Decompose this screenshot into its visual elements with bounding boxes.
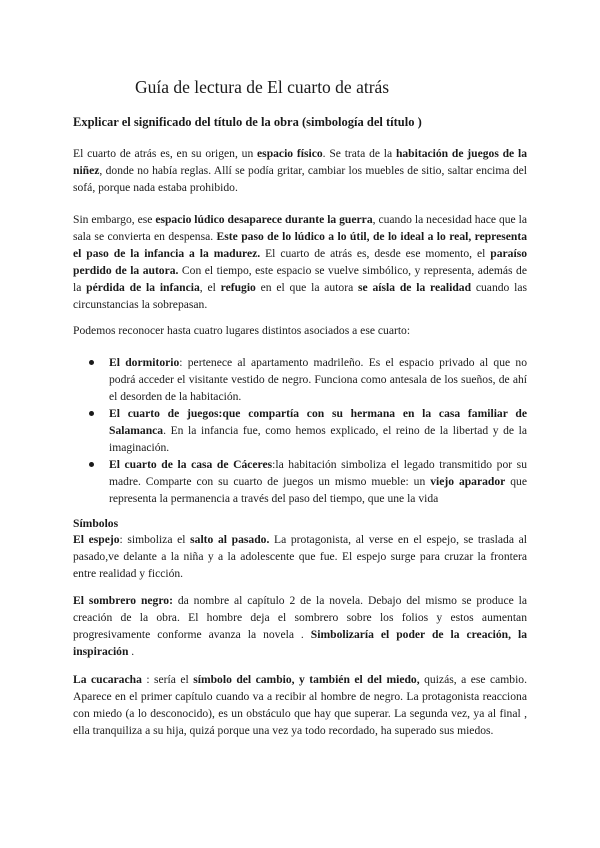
bold-text: salto al pasado. bbox=[190, 533, 270, 546]
bold-text: refugio bbox=[220, 281, 256, 294]
bold-text: símbolo del cambio, y también el del miedo, bbox=[193, 673, 420, 686]
text-run: . En la infancia fue, como hemos explicado, el reino de la libertad y de la imaginación. bbox=[109, 424, 527, 454]
symbols-heading: Símbolos bbox=[73, 517, 119, 530]
text-run: , donde no había reglas. Allí se podía gritar, cambiar los muebles de sitio, saltar encima del sofá, porque nada estaba prohibido. bbox=[73, 164, 527, 194]
text-run: : pertenece al apartamento madrileño. Es el espacio privado al que no podrá acceder el visitante vestido de negro. Funciona como antesala de los sueños, de ahí el desorden de la habitación. bbox=[109, 356, 527, 403]
bold-text: El cuarto de juegos:que compartía con su hermana en la casa familiar de Salamanca bbox=[109, 407, 527, 437]
bold-text: El dormitorio bbox=[109, 356, 180, 369]
text-run: La protagonista, al verse en el espejo, se traslada al pasado,ve delante a la niña y a la adolescente que fue. El espejo surge para cruzar la frontera entre realidad y ficción. bbox=[73, 533, 527, 580]
symbol-mirror bbox=[73, 531, 527, 582]
text-run: : simboliza el bbox=[119, 533, 191, 546]
list-item bbox=[73, 354, 527, 405]
symbol-cockroach bbox=[73, 671, 527, 739]
bold-text: viejo aparador bbox=[430, 475, 506, 488]
text-run: quizás, a ese cambio. Aparece en el primer capítulo cuando va a recibir al hombre de negro. La protagonista reacciona con miedo (a lo desconocido), es un obstáculo que hay que superar. La segunda vez, ya al final , ella tranquiliza a su hija, quizá porque una vez ya todo recordado, ha superado sus miedos. bbox=[73, 673, 527, 737]
text-run: que representa la permanencia a través del paso del tiempo, que une la vida bbox=[109, 475, 528, 505]
text-run: . bbox=[128, 645, 135, 658]
list-item bbox=[73, 456, 527, 507]
places-list bbox=[73, 354, 527, 507]
bold-text: El sombrero negro: bbox=[73, 594, 173, 607]
text-run: cuando las circunstancias la sobrepasan. bbox=[73, 281, 528, 311]
paragraph-origin bbox=[73, 145, 527, 196]
text-run: El cuarto de atrás es, desde ese momento, el bbox=[260, 247, 491, 260]
bold-text: espacio físico bbox=[257, 147, 323, 160]
bold-text: se aísla de la realidad bbox=[358, 281, 472, 294]
bold-text: Simbolizaría el poder de la creación, la inspiración bbox=[73, 628, 527, 658]
text-run: Sin embargo, ese bbox=[73, 213, 156, 226]
text-run: : sería el bbox=[141, 673, 194, 686]
text-run: Podemos reconocer hasta cuatro lugares distintos asociados a ese cuarto: bbox=[73, 324, 411, 337]
paragraph-war bbox=[73, 211, 527, 313]
bold-text: El cuarto de la casa de Cáceres bbox=[109, 458, 273, 471]
text-run: da nombre al capítulo 2 de la novela. Debajo del mismo se produce la creación de la obra. El hombre deja el sombrero sobre los folios y estos aumentan progresivamente conforme avanza la novela . bbox=[73, 594, 527, 641]
bold-text: espacio lúdico desaparece durante la guerra bbox=[155, 213, 373, 226]
text-run: , cuando la necesidad hace que la sala se convierta en despensa. bbox=[73, 213, 527, 243]
text-run: . Se trata de la bbox=[322, 147, 396, 160]
bold-text: La cucaracha bbox=[73, 673, 142, 686]
list-item bbox=[73, 405, 527, 456]
text-run: Con el tiempo, este espacio se vuelve simbólico, y representa, además de la bbox=[73, 264, 527, 294]
bold-text: El espejo bbox=[73, 533, 120, 546]
document-title: Guía de lectura de El cuarto de atrás bbox=[135, 77, 390, 97]
section-heading: Explicar el significado del título de la obra (simbología del título ) bbox=[73, 115, 422, 129]
text-run: El cuarto de atrás es, en su origen, un bbox=[73, 147, 258, 160]
bold-text: Este paso de lo lúdico a lo útil, de lo ideal a lo real, representa el paso de la infancia a la madurez. bbox=[73, 230, 528, 260]
paragraph-places-intro bbox=[73, 322, 527, 339]
text-run: en el que la autora bbox=[255, 281, 359, 294]
bold-text: pérdida de la infancia bbox=[86, 281, 200, 294]
text-run: , el bbox=[199, 281, 221, 294]
bold-text: habitación de juegos de la niñez bbox=[73, 147, 527, 177]
symbol-hat bbox=[73, 592, 527, 660]
text-run: :la habitación simboliza el legado transmitido por su madre. Comparte con su cuarto de juegos un mismo mueble: un bbox=[109, 458, 527, 488]
bold-text: paraíso perdido de la autora. bbox=[73, 247, 527, 277]
